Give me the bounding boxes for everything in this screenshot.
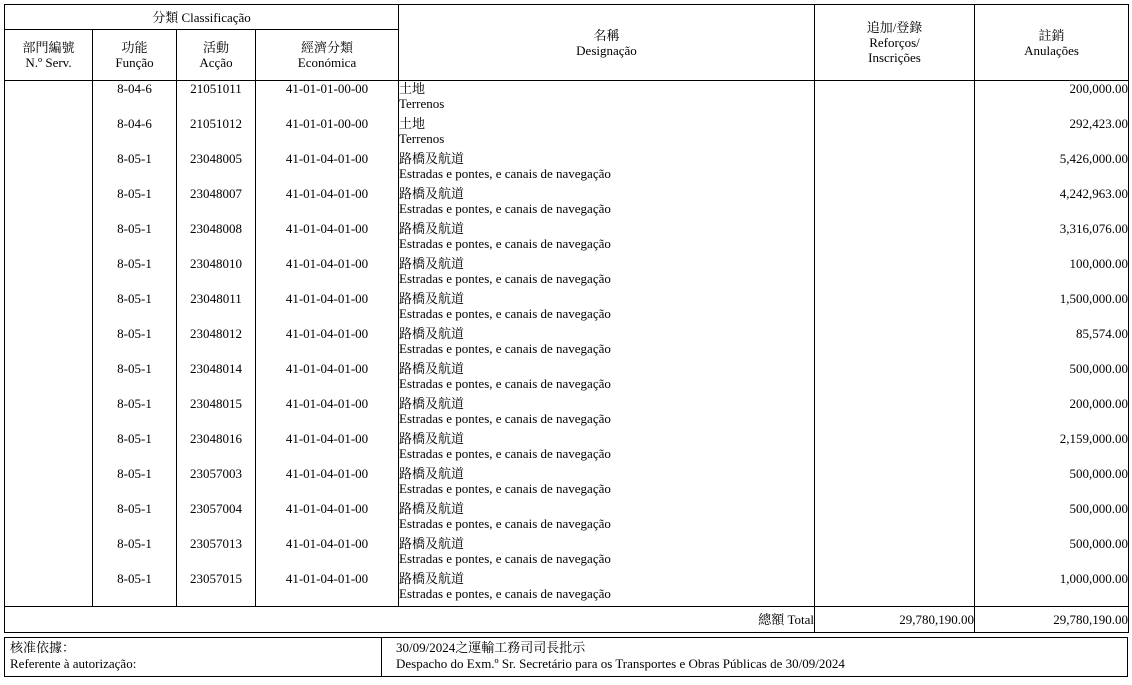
authorization-footer [4,637,1128,677]
action-cell: 21051012 [177,116,256,151]
cancellation-cell: 4,242,963.00 [975,186,1129,221]
table-row [5,256,1129,291]
economic-cell: 41-01-04-01-00 [256,501,399,536]
designation-pt: Terrenos [399,131,445,146]
table-row [5,501,1129,536]
dept-cell [5,361,93,396]
total-reinforcement: 29,780,190.00 [815,607,975,633]
table-row [5,536,1129,571]
table-row [5,221,1129,256]
cancellations-label-zh: 註銷 [1038,27,1065,43]
designation-pt: Estradas e pontes, e canais de navegação [399,376,611,391]
header-classification-group [5,5,399,30]
designation-zh: 土地 [399,116,426,131]
designation-cell [399,571,815,607]
dept-label-zh: 部門編號 [22,40,75,55]
economic-cell: 41-01-04-01-00 [256,221,399,256]
function-cell: 8-05-1 [93,396,177,431]
action-cell: 21051011 [177,81,256,117]
footer-despatch-cell [382,638,1127,676]
designation-cell [399,256,815,291]
reinforcement-cell [815,291,975,326]
designation-pt: Estradas e pontes, e canais de navegação [399,446,611,461]
reinforcements-label-pt2: Inscrições [868,50,921,65]
designation-zh: 路橋及航道 [399,326,465,341]
economic-cell: 41-01-01-00-00 [256,116,399,151]
function-cell: 8-04-6 [93,116,177,151]
designation-pt: Estradas e pontes, e canais de navegação [399,586,611,601]
function-label-zh: 功能 [121,40,148,55]
economic-label-zh: 經濟分類 [300,40,353,55]
cancellation-cell: 292,423.00 [975,116,1129,151]
despatch-text-pt: Despacho do Exm.º Sr. Secretário para os Transportes e Obras Públicas de 30/09/2024 [396,656,845,671]
classification-group-label: 分類 Classificação [152,9,251,25]
designation-pt: Estradas e pontes, e canais de navegação [399,236,611,251]
function-cell: 8-05-1 [93,361,177,396]
economic-cell: 41-01-04-01-00 [256,466,399,501]
action-cell: 23048012 [177,326,256,361]
footer-authorization-cell [5,638,382,676]
function-label-pt: Função [115,55,154,70]
dept-cell [5,396,93,431]
designation-cell [399,361,815,396]
table-row [5,291,1129,326]
table-body [5,81,1129,607]
designation-zh: 路橋及航道 [399,256,465,271]
designation-label-zh: 名稱 [593,27,620,43]
designation-zh: 路橋及航道 [399,431,465,446]
designation-zh: 路橋及航道 [399,536,465,551]
designation-cell [399,466,815,501]
cancellation-cell: 2,159,000.00 [975,431,1129,466]
table-row [5,116,1129,151]
economic-cell: 41-01-04-01-00 [256,256,399,291]
action-cell: 23048015 [177,396,256,431]
designation-pt: Terrenos [399,96,445,111]
table-total [5,607,1129,633]
function-cell: 8-05-1 [93,186,177,221]
action-cell: 23057013 [177,536,256,571]
dept-cell [5,291,93,326]
designation-pt: Estradas e pontes, e canais de navegação [399,166,611,181]
function-cell: 8-05-1 [93,501,177,536]
function-cell: 8-05-1 [93,256,177,291]
function-cell: 8-05-1 [93,291,177,326]
total-label: 總額 Total [5,607,815,633]
designation-pt: Estradas e pontes, e canais de navegação [399,341,611,356]
table-row [5,186,1129,221]
reinforcement-cell [815,116,975,151]
header-group-row [5,5,1129,30]
dept-cell [5,326,93,361]
economic-cell: 41-01-01-00-00 [256,81,399,117]
designation-cell [399,81,815,117]
economic-cell: 41-01-04-01-00 [256,536,399,571]
designation-zh: 路橋及航道 [399,151,465,166]
designation-zh: 土地 [399,81,426,96]
despatch-text-zh: 30/09/2024之運輸工務司司長批示 [396,640,586,655]
function-cell: 8-05-1 [93,431,177,466]
action-cell: 23048005 [177,151,256,186]
designation-zh: 路橋及航道 [399,466,465,481]
budget-table [4,4,1129,633]
economic-cell: 41-01-04-01-00 [256,291,399,326]
action-label-pt: Acção [199,55,233,70]
cancellation-cell: 500,000.00 [975,501,1129,536]
economic-label-pt: Económica [297,55,357,70]
designation-pt: Estradas e pontes, e canais de navegação [399,271,611,286]
dept-cell [5,186,93,221]
reinforcement-cell [815,221,975,256]
function-cell: 8-05-1 [93,571,177,607]
header-dept [5,30,93,81]
action-cell: 23048011 [177,291,256,326]
cancellation-cell: 1,000,000.00 [975,571,1129,607]
dept-cell [5,221,93,256]
cancellation-cell: 500,000.00 [975,536,1129,571]
designation-pt: Estradas e pontes, e canais de navegação [399,481,611,496]
reinforcement-cell [815,186,975,221]
dept-cell [5,536,93,571]
header-reinforcements [815,5,975,81]
authorization-label-pt: Referente à autorização: [10,656,137,671]
total-row [5,607,1129,633]
cancellation-cell: 200,000.00 [975,81,1129,117]
total-cancellation: 29,780,190.00 [975,607,1129,633]
designation-zh: 路橋及航道 [399,221,465,236]
dept-cell [5,431,93,466]
dept-cell [5,116,93,151]
designation-zh: 路橋及航道 [399,186,465,201]
action-cell: 23048014 [177,361,256,396]
table-row [5,396,1129,431]
dept-cell [5,466,93,501]
designation-cell [399,186,815,221]
function-cell: 8-05-1 [93,536,177,571]
dept-label-pt: N.º Serv. [25,55,72,70]
action-cell: 23048010 [177,256,256,291]
designation-zh: 路橋及航道 [399,396,465,411]
action-cell: 23048016 [177,431,256,466]
designation-pt: Estradas e pontes, e canais de navegação [399,306,611,321]
header-function [93,30,177,81]
cancellation-cell: 1,500,000.00 [975,291,1129,326]
action-cell: 23057015 [177,571,256,607]
reinforcement-cell [815,361,975,396]
reinforcement-cell [815,396,975,431]
reinforcement-cell [815,466,975,501]
reinforcement-cell [815,81,975,117]
economic-cell: 41-01-04-01-00 [256,151,399,186]
cancellation-cell: 5,426,000.00 [975,151,1129,186]
table-row [5,326,1129,361]
designation-cell [399,326,815,361]
function-cell: 8-05-1 [93,151,177,186]
cancellation-cell: 85,574.00 [975,326,1129,361]
cancellation-cell: 500,000.00 [975,361,1129,396]
cancellation-cell: 3,316,076.00 [975,221,1129,256]
table-row [5,431,1129,466]
designation-cell [399,501,815,536]
reinforcement-cell [815,151,975,186]
function-cell: 8-05-1 [93,326,177,361]
action-cell: 23048007 [177,186,256,221]
economic-cell: 41-01-04-01-00 [256,361,399,396]
reinforcement-cell [815,571,975,607]
cancellations-label-pt: Anulações [1024,42,1079,58]
table-row [5,361,1129,396]
function-cell: 8-05-1 [93,466,177,501]
dept-cell [5,256,93,291]
dept-cell [5,571,93,607]
table-row [5,151,1129,186]
economic-cell: 41-01-04-01-00 [256,326,399,361]
header-cancellations [975,5,1129,81]
function-cell: 8-04-6 [93,81,177,117]
designation-zh: 路橋及航道 [399,361,465,376]
designation-cell [399,221,815,256]
reinforcement-cell [815,256,975,291]
designation-cell [399,291,815,326]
economic-cell: 41-01-04-01-00 [256,396,399,431]
designation-pt: Estradas e pontes, e canais de navegação [399,201,611,216]
designation-cell [399,151,815,186]
dept-cell [5,501,93,536]
reinforcement-cell [815,431,975,466]
designation-cell [399,536,815,571]
table-row [5,81,1129,117]
designation-pt: Estradas e pontes, e canais de navegação [399,516,611,531]
designation-pt: Estradas e pontes, e canais de navegação [399,551,611,566]
dept-cell [5,151,93,186]
action-cell: 23057004 [177,501,256,536]
header-economic [256,30,399,81]
cancellation-cell: 500,000.00 [975,466,1129,501]
table-row [5,466,1129,501]
designation-zh: 路橋及航道 [399,571,465,586]
reinforcements-label-zh: 追加/登錄 [866,20,923,35]
cancellation-cell: 100,000.00 [975,256,1129,291]
designation-pt: Estradas e pontes, e canais de navegação [399,411,611,426]
action-cell: 23048008 [177,221,256,256]
function-cell: 8-05-1 [93,221,177,256]
header-action [177,30,256,81]
designation-cell [399,396,815,431]
designation-cell [399,431,815,466]
designation-zh: 路橋及航道 [399,501,465,516]
cancellation-cell: 200,000.00 [975,396,1129,431]
economic-cell: 41-01-04-01-00 [256,186,399,221]
authorization-label-zh: 核准依據： [10,640,76,655]
table-row [5,571,1129,607]
reinforcement-cell [815,501,975,536]
action-cell: 23057003 [177,466,256,501]
reinforcement-cell [815,536,975,571]
action-label-zh: 活動 [202,40,229,55]
economic-cell: 41-01-04-01-00 [256,431,399,466]
header-designation [399,5,815,81]
dept-cell [5,81,93,117]
reinforcements-label-pt1: Reforços/ [869,35,920,50]
economic-cell: 41-01-04-01-00 [256,571,399,607]
reinforcement-cell [815,326,975,361]
table-header [5,5,1129,81]
designation-cell [399,116,815,151]
designation-label-pt: Designação [576,42,637,58]
designation-zh: 路橋及航道 [399,291,465,306]
